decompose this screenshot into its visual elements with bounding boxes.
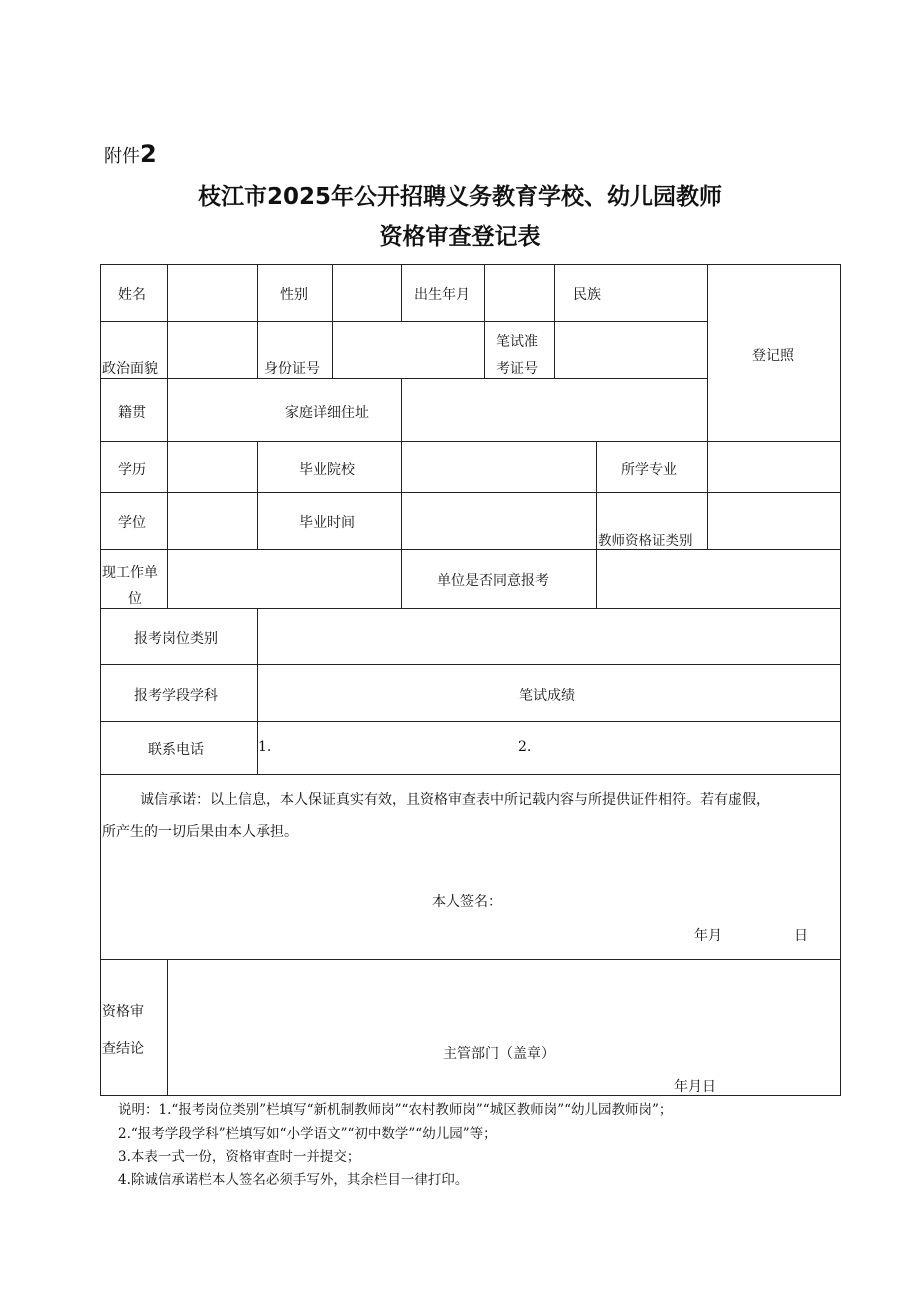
pledge-text-line2: 所产生的一切后果由本人承担。 bbox=[102, 824, 298, 840]
label-ethnicity: 民族 bbox=[573, 287, 601, 303]
label-work-unit-line1: 现工作单 bbox=[102, 565, 158, 581]
label-native-place: 籍贯 bbox=[118, 405, 146, 421]
form-title-line2: 资格审查登记表 bbox=[379, 224, 541, 250]
label-degree: 学位 bbox=[118, 515, 146, 531]
label-unit-agree: 单位是否同意报考 bbox=[437, 573, 549, 589]
label-teacher-cert: 教师资格证类别 bbox=[598, 533, 693, 549]
phone-entry-2: 2. bbox=[518, 739, 532, 755]
label-phone: 联系电话 bbox=[148, 742, 204, 758]
form-title-line1: 枝江市2025年公开招聘义务教育学校、幼儿园教师 bbox=[197, 184, 722, 210]
label-home-address: 家庭详细住址 bbox=[285, 405, 369, 421]
label-written-score: 笔试成绩 bbox=[519, 688, 575, 704]
note-4: 4.除诚信承诺栏本人签名必须手写外，其余栏目一律打印。 bbox=[118, 1172, 469, 1188]
label-graduate-time: 毕业时间 bbox=[299, 515, 355, 531]
label-graduate-school: 毕业院校 bbox=[299, 462, 355, 478]
label-gender: 性别 bbox=[280, 287, 308, 303]
note-1: 说明：1.“报考岗位类别”栏填写“新机制教师岗”“农村教师岗”“城区教师岗”“幼儿园教师岗”； bbox=[118, 1102, 673, 1118]
authority-seal-label: 主管部门（盖章） bbox=[443, 1046, 555, 1062]
phone-entry-1: 1. bbox=[258, 739, 272, 755]
label-political: 政治面貌 bbox=[102, 361, 158, 377]
note-3: 3.本表一式一份，资格审查时一并提交； bbox=[118, 1149, 361, 1165]
label-position-type: 报考岗位类别 bbox=[134, 631, 218, 647]
label-name: 姓名 bbox=[118, 287, 146, 303]
label-photo: 登记照 bbox=[752, 348, 794, 364]
attachment-label: 附件2 bbox=[104, 140, 157, 168]
pledge-date-d: 日 bbox=[794, 928, 808, 944]
label-work-unit-line2: 位 bbox=[128, 591, 142, 607]
label-id-number: 身份证号 bbox=[264, 361, 320, 377]
label-exam-no-line1: 笔试准 bbox=[496, 334, 538, 350]
label-subject: 报考学段学科 bbox=[134, 688, 218, 704]
label-review-line1: 资格审 bbox=[102, 1004, 144, 1020]
pledge-date-ym: 年月 bbox=[694, 928, 722, 944]
signature-label: 本人签名： bbox=[432, 894, 502, 910]
label-major: 所学专业 bbox=[621, 462, 677, 478]
pledge-text-line1: 诚信承诺：以上信息，本人保证真实有效，且资格审查表中所记载内容与所提供证件相符。若有虚假， bbox=[140, 792, 770, 808]
label-exam-no-line2: 考证号 bbox=[496, 361, 538, 377]
review-date: 年月日 bbox=[674, 1079, 716, 1095]
label-education: 学历 bbox=[118, 462, 146, 478]
note-2: 2.“报考学段学科”栏填写如“小学语文”“初中数学”“幼儿园”等； bbox=[118, 1126, 497, 1142]
label-birth: 出生年月 bbox=[414, 287, 470, 303]
label-review-line2: 查结论 bbox=[102, 1041, 144, 1057]
